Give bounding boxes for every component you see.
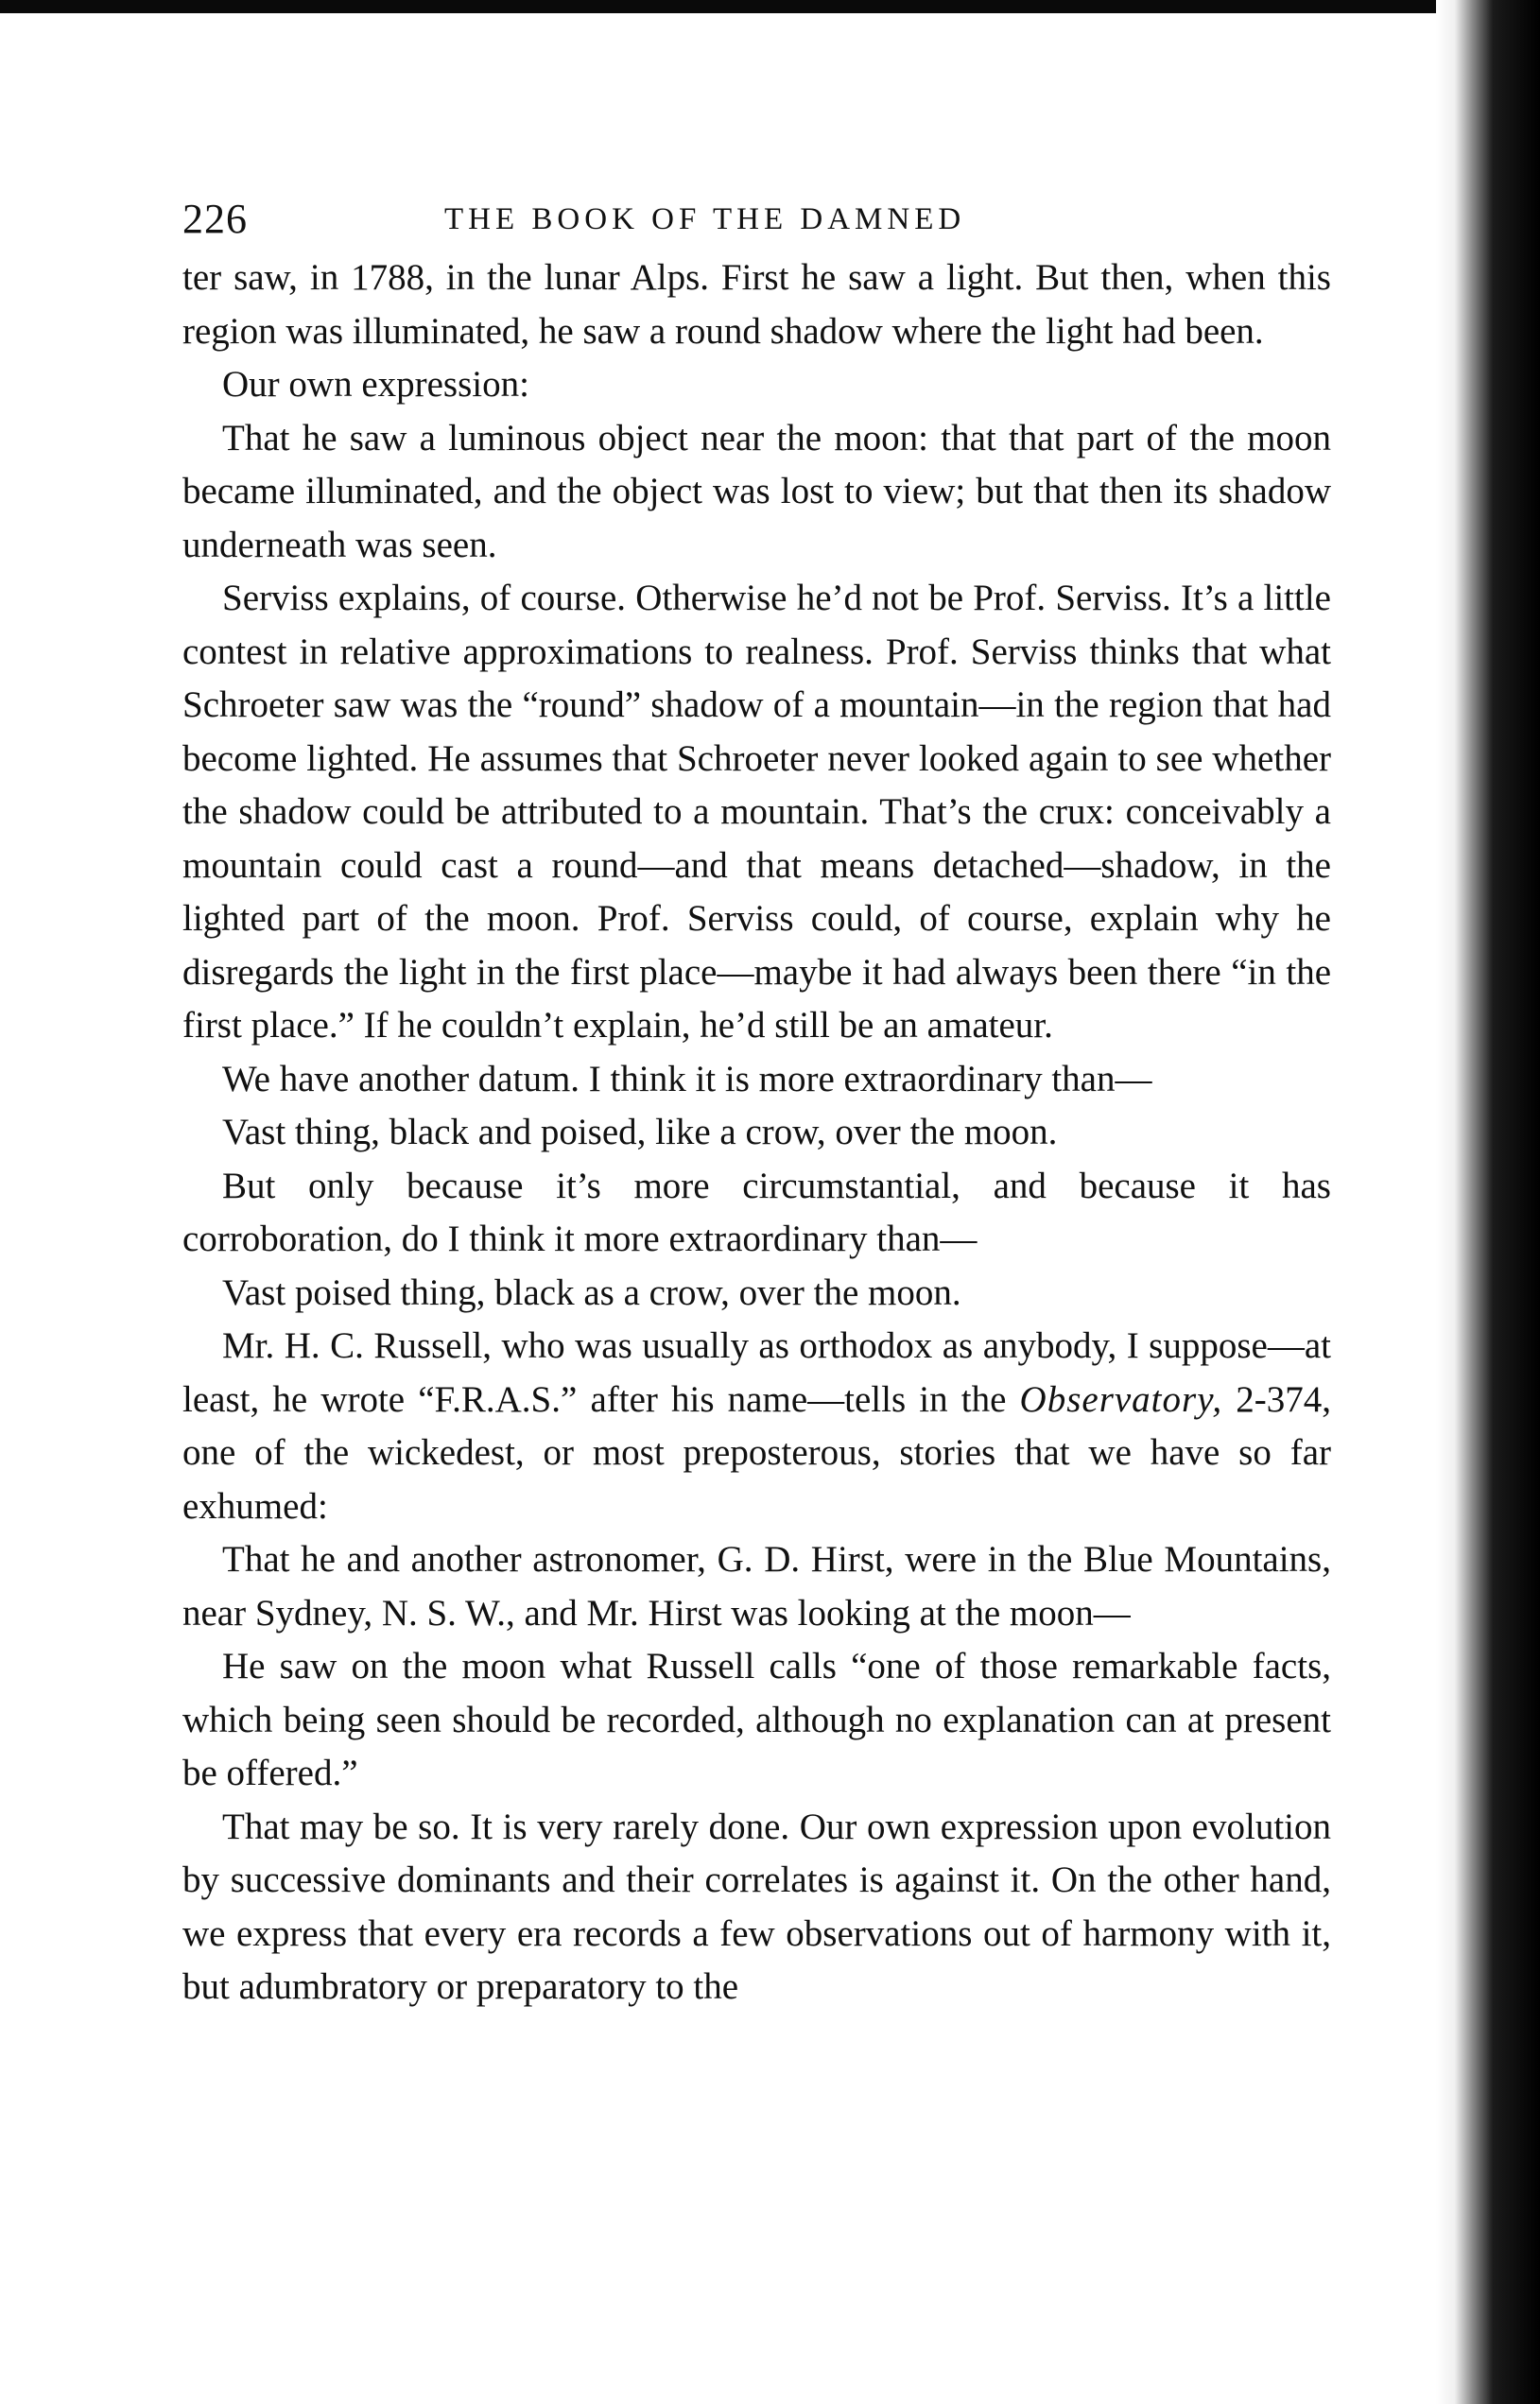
paragraph-3: That he saw a luminous object near the moon: that that part of the moon became illuminated, and the object was lost to view; but that then its shadow underneath was seen. (182, 417, 1331, 565)
running-head (182, 189, 1331, 250)
paragraph-1: ter saw, in 1788, in the lunar Alps. First he saw a light. But then, when this region was illuminated, he saw a round shadow where the light had been. (182, 257, 1331, 352)
paragraph-9-before: Mr. H. C. Russell, who was usually as orthodox as anybody, I suppose—at least, he wrote “F.R.A.S.” after his name—tells in the (182, 1325, 1331, 1420)
paragraph-7: But only because it’s more circumstantial, and because it has corroboration, do I think it more extraordinary than— (182, 1165, 1331, 1259)
book-page (182, 189, 1331, 2363)
body-text (182, 251, 1331, 2015)
paragraph-11: He saw on the moon what Russell calls “one of those remarkable facts, which being seen should be recorded, although no explanation can at present be offered.” (182, 1646, 1331, 1793)
page-gutter-shadow (1436, 0, 1540, 2404)
paragraph-6: Vast thing, black and poised, like a crow, over the moon. (222, 1112, 1058, 1152)
paragraph-10: That he and another astronomer, G. D. Hirst, were in the Blue Mountains, near Sydney, N. S. W., and Mr. Hirst was looking at the moon— (182, 1539, 1331, 1634)
paragraph-8: Vast poised thing, black as a crow, over the moon. (222, 1271, 961, 1313)
paragraph-12: That may be so. It is very rarely done. Our own expression upon evolution by successive dominants and their correlates is against it. On the other hand, we express that every era records a few observations out of harmony with it, but adumbratory or preparatory to the (182, 1806, 1331, 2007)
journal-title-italic: Observatory, (1019, 1378, 1223, 1420)
paragraph-5: We have another datum. I think it is more extraordinary than— (222, 1058, 1152, 1099)
page-number: 226 (182, 196, 248, 242)
paragraph-4: Serviss explains, of course. Otherwise he’d not be Prof. Serviss. It’s a little contest in relative approximations to realness. Prof. Serviss thinks that what Schroeter saw was the “round” shadow of a mountain—in the region that had become lighted. He assumes that Schroeter never looked again to see whether the shadow could be attributed to a mountain. That’s the crux: conceivably a mountain could cast a round—and that means detached—shadow, in the lighted part of the moon. Prof. Serviss could, of course, explain why he disregards the light in the first place—maybe it had always been there “in the first place.” If he couldn’t explain, he’d still be an amateur. (182, 578, 1331, 1046)
paragraph-9 (182, 1320, 1331, 1533)
running-title: THE BOOK OF THE DAMNED (444, 202, 966, 236)
page-top-shadow (0, 0, 1540, 13)
paragraph-9-after: 2-374, one of the wickedest, or most preposterous, stories that we have so far exhumed: (182, 1378, 1331, 1527)
paragraph-2: Our own expression: (222, 364, 529, 405)
